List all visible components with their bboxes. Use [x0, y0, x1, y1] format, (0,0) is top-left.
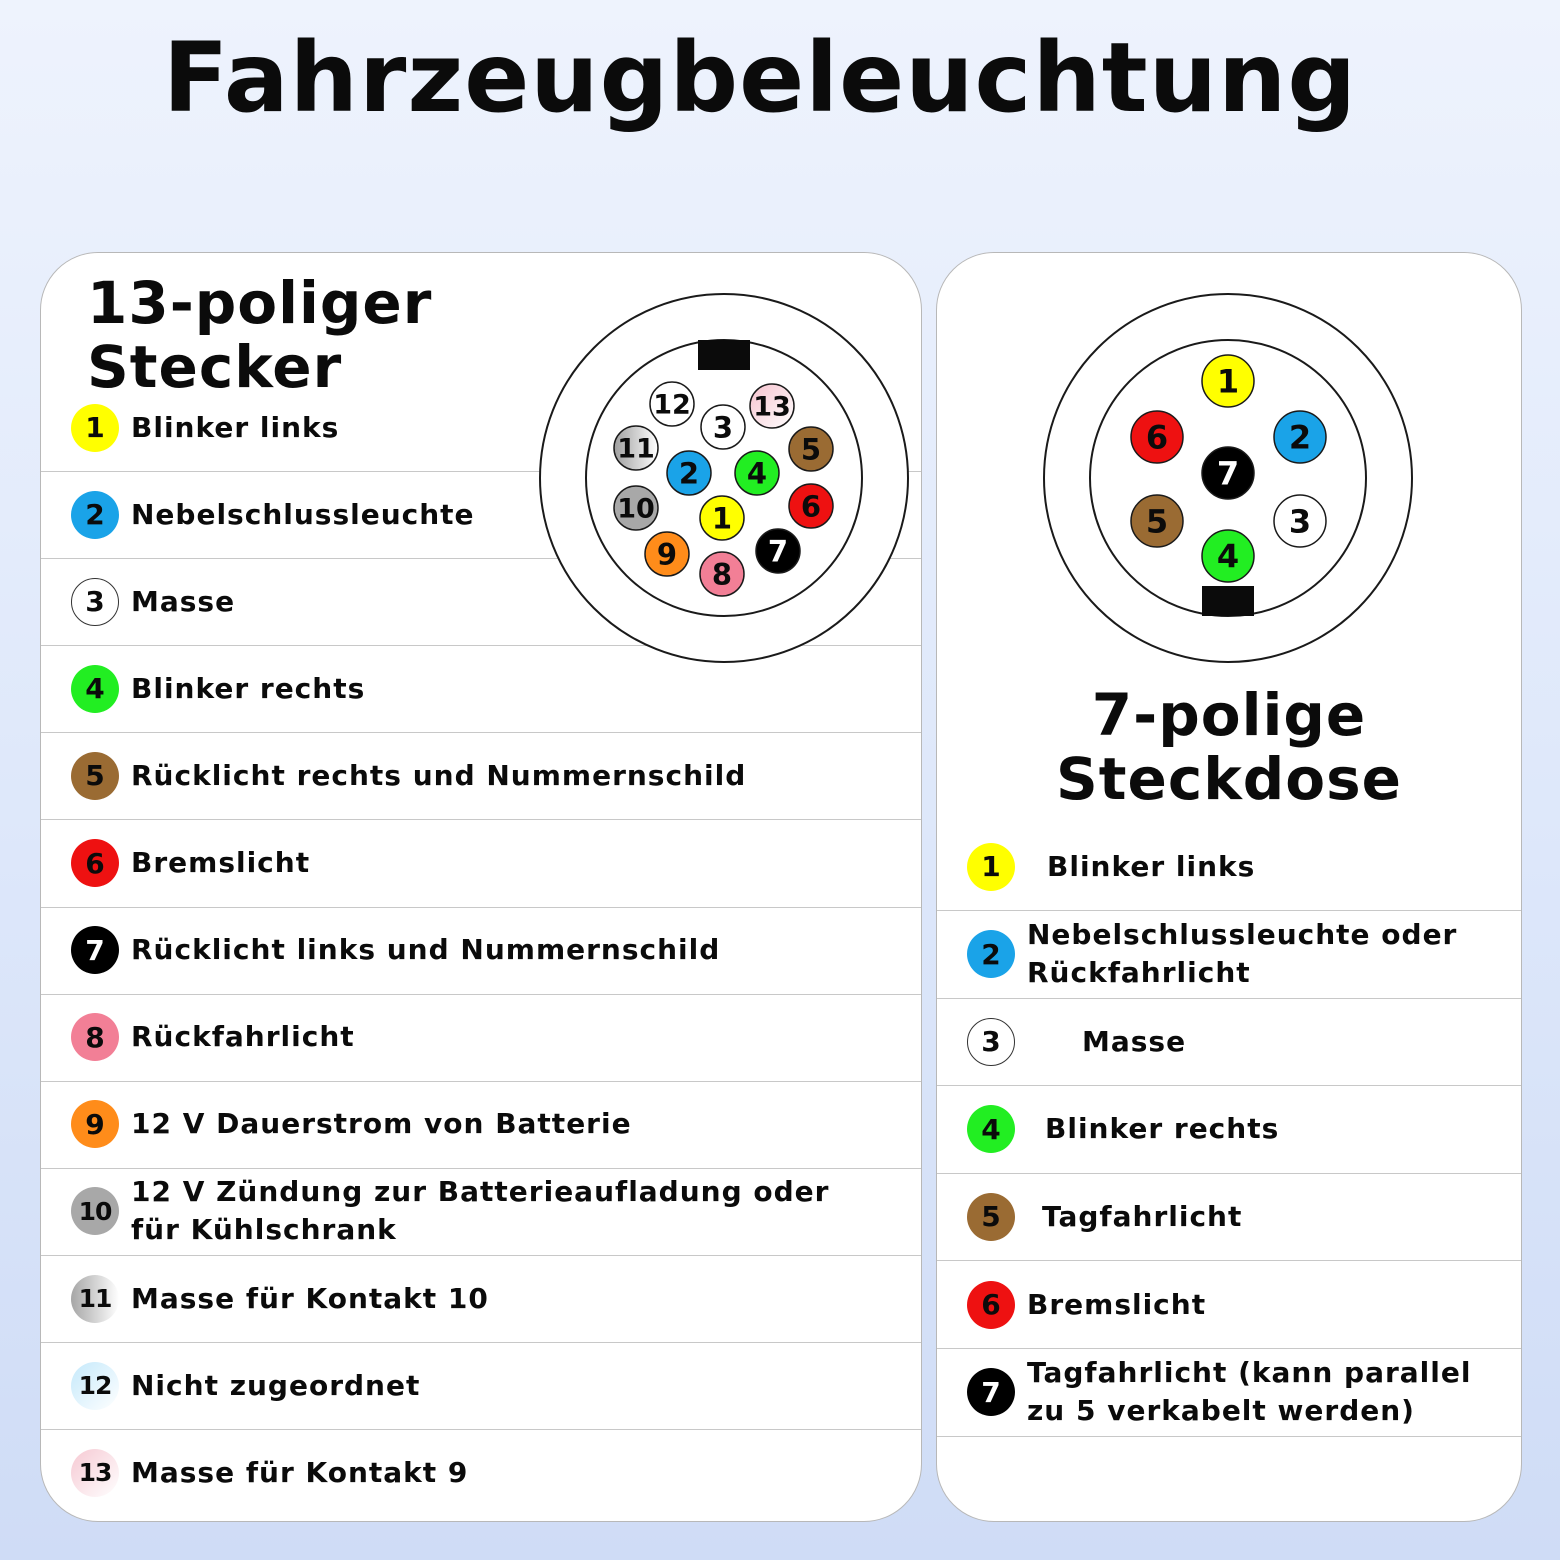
pin-label-1: Blinker links — [1047, 849, 1256, 883]
socket7-pin-number-7: 7 — [1216, 454, 1240, 493]
pin-label-7: Tagfahrlicht (kann parallel zu 5 verkabelt werden) — [1027, 1356, 1472, 1428]
plug13-pin-12 — [650, 382, 694, 426]
socket7-pin-3 — [1274, 495, 1326, 547]
pin-badge-3: 3 — [71, 578, 119, 626]
pin-badge-8: 8 — [71, 1013, 119, 1061]
plug13-pin-number-7: 7 — [767, 534, 789, 569]
plug13-pin-row-6 — [41, 820, 921, 908]
pin-badge-5: 5 — [967, 1193, 1015, 1241]
socket7-pin-row-2 — [937, 911, 1521, 999]
plug13-pin-number-2: 2 — [678, 456, 700, 491]
pin-badge-3: 3 — [967, 1018, 1015, 1066]
plug13-pin-number-11: 11 — [617, 433, 655, 465]
pin-label-9: 12 V Dauerstrom von Batterie — [131, 1107, 632, 1141]
socket7-pin-row-5 — [937, 1173, 1521, 1261]
pin-badge-1: 1 — [71, 404, 119, 452]
pin-badge-7: 7 — [71, 926, 119, 974]
plug13-pin-row-9 — [41, 1081, 921, 1169]
pin-badge-6: 6 — [71, 839, 119, 887]
socket7-pin-number-1: 1 — [1216, 362, 1240, 401]
plug13-pin-2 — [667, 451, 711, 495]
plug13-pin-number-10: 10 — [617, 493, 655, 525]
pin-label-4: Blinker rechts — [131, 671, 366, 705]
socket7-pin-row-3 — [937, 998, 1521, 1086]
pin-label-4: Blinker rechts — [1045, 1112, 1280, 1146]
plug13-pin-number-8: 8 — [711, 557, 733, 592]
socket7-pin-row-7 — [937, 1349, 1521, 1437]
pin-label-11: Masse für Kontakt 10 — [131, 1281, 489, 1315]
pin-label-2: Nebelschlussleuchte — [131, 497, 475, 531]
pin-label-10: 12 V Zündung zur Batterieaufladung oder für Kühlschrank — [131, 1175, 830, 1247]
socket7-pin-number-3: 3 — [1288, 502, 1312, 541]
plug13-pin-row-10 — [41, 1168, 921, 1256]
pin-label-2: Nebelschlussleuchte oder Rückfahrlicht — [1027, 918, 1458, 990]
socket7-pin-4 — [1202, 530, 1254, 582]
plug13-pin-row-13 — [41, 1429, 921, 1516]
pin-badge-10: 10 — [71, 1187, 119, 1235]
pin-badge-2: 2 — [967, 930, 1015, 978]
plug13-pin-number-5: 5 — [800, 432, 822, 467]
socket7-connector-diagram — [1042, 292, 1414, 664]
pin-badge-5: 5 — [71, 752, 119, 800]
plug13-pin-5 — [789, 427, 833, 471]
pin-label-13: Masse für Kontakt 9 — [131, 1455, 469, 1489]
pin-label-7: Rücklicht links und Nummernschild — [131, 933, 721, 967]
pin-badge-7: 7 — [967, 1368, 1015, 1416]
socket7-pin-number-4: 4 — [1216, 537, 1240, 576]
plug13-connector-diagram — [538, 292, 910, 664]
pin-badge-2: 2 — [71, 491, 119, 539]
pin-label-8: Rückfahrlicht — [131, 1020, 355, 1054]
socket7-pin-row-1 — [937, 823, 1521, 911]
plug13-pin-number-1: 1 — [711, 501, 733, 536]
pin-badge-4: 4 — [967, 1105, 1015, 1153]
plug13-pin-row-7 — [41, 907, 921, 995]
main-title: Fahrzeugbeleuchtung — [162, 22, 1358, 134]
pin-badge-1: 1 — [967, 843, 1015, 891]
pin-label-5: Rücklicht rechts und Nummernschild — [131, 758, 747, 792]
pin-badge-9: 9 — [71, 1100, 119, 1148]
pin-label-3: Masse — [1082, 1024, 1187, 1058]
plug13-pin-6 — [789, 484, 833, 528]
plug13-pin-1 — [700, 496, 744, 540]
pin-label-1: Blinker links — [131, 410, 340, 444]
pin-label-5: Tagfahrlicht — [1042, 1199, 1243, 1233]
plug13-pin-row-12 — [41, 1342, 921, 1430]
pin-badge-11: 11 — [71, 1275, 119, 1323]
socket7-pin-number-2: 2 — [1288, 418, 1312, 457]
plug13-pin-7 — [756, 529, 800, 573]
socket7-title: 7-polige Steckdose — [1055, 681, 1402, 813]
socket7-pin-6 — [1131, 411, 1183, 463]
plug13-pin-11 — [614, 426, 658, 470]
pin-label-6: Bremslicht — [1027, 1287, 1207, 1321]
pin-badge-12: 12 — [71, 1362, 119, 1410]
socket7-key-notch — [1202, 586, 1254, 616]
plug13-pin-row-5 — [41, 732, 921, 820]
pin-badge-13: 13 — [71, 1449, 119, 1497]
pin-label-12: Nicht zugeordnet — [131, 1368, 421, 1402]
socket7-pin-7 — [1202, 447, 1254, 499]
plug13-pin-row-11 — [41, 1255, 921, 1343]
pin-label-6: Bremslicht — [131, 846, 311, 879]
socket7-pin-number-5: 5 — [1145, 502, 1169, 541]
pin-badge-4: 4 — [71, 665, 119, 713]
socket7-pin-number-6: 6 — [1145, 418, 1169, 457]
plug13-pin-3 — [701, 405, 745, 449]
plug13-key-notch — [698, 340, 750, 370]
pin-label-3: Masse — [131, 584, 236, 618]
socket7-pin-row-6 — [937, 1261, 1521, 1349]
plug13-pin-number-6: 6 — [800, 489, 822, 524]
plug13-pin-number-3: 3 — [712, 410, 734, 445]
pin-badge-6: 6 — [967, 1281, 1015, 1329]
socket7-pin-5 — [1131, 495, 1183, 547]
plug13-pin-10 — [614, 486, 658, 530]
plug13-pin-8 — [700, 552, 744, 596]
plug13-pin-9 — [645, 532, 689, 576]
plug13-pin-13 — [750, 384, 794, 428]
plug13-title: 13-poliger Stecker — [87, 269, 433, 401]
plug13-pin-number-13: 13 — [753, 391, 791, 423]
plug13-pin-row-8 — [41, 994, 921, 1082]
socket7-pin-2 — [1274, 411, 1326, 463]
socket7-pin-1 — [1202, 355, 1254, 407]
plug13-pin-4 — [735, 451, 779, 495]
plug13-pin-number-4: 4 — [746, 456, 768, 491]
socket7-pin-row-4 — [937, 1086, 1521, 1174]
plug13-pin-number-9: 9 — [656, 537, 678, 572]
plug13-pin-number-12: 12 — [653, 389, 691, 421]
